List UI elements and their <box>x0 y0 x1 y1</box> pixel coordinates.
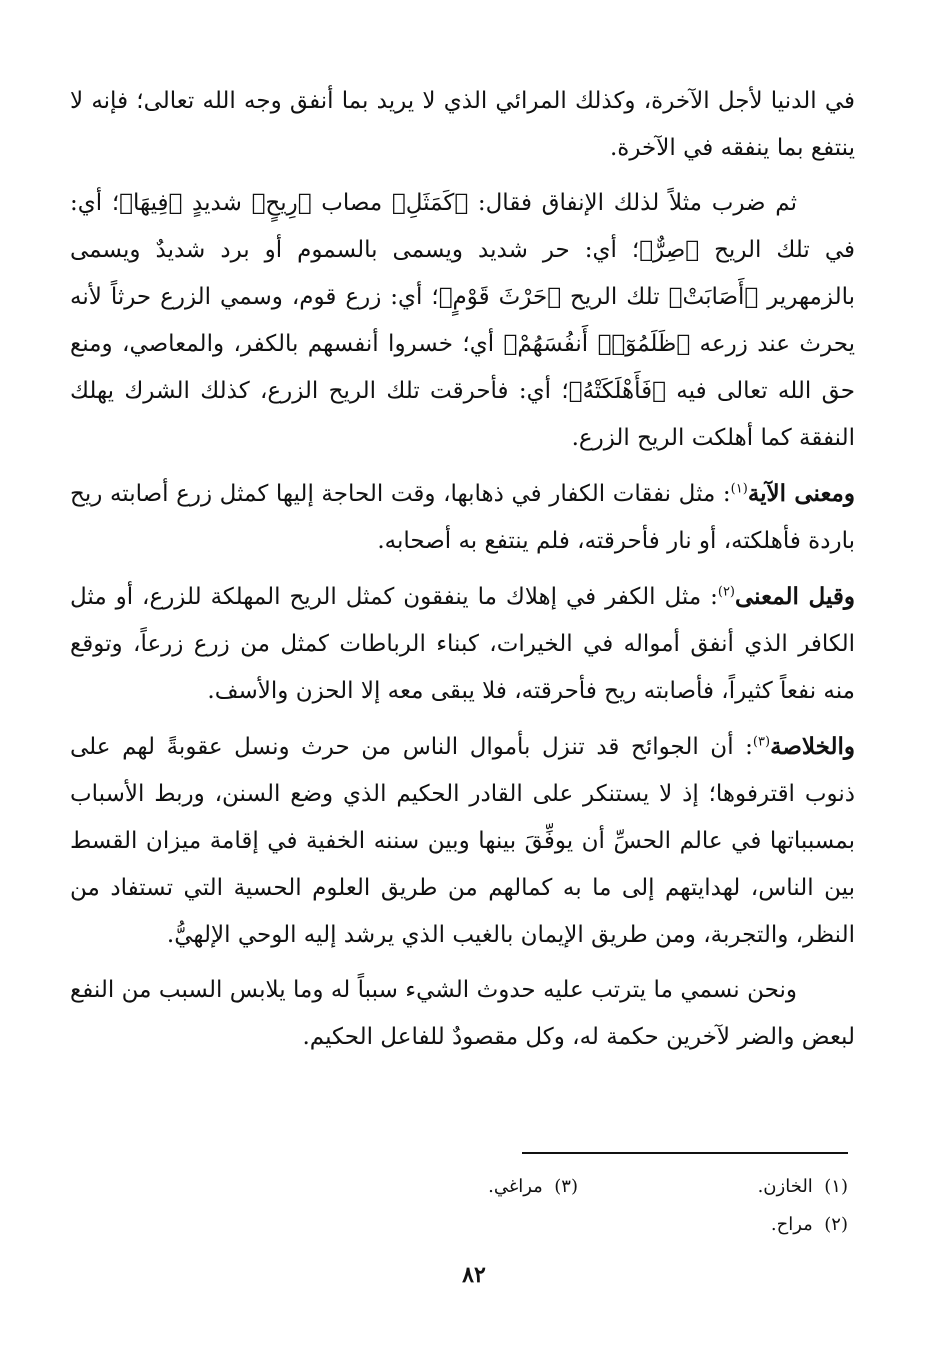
paragraph-summary <box>70 723 855 959</box>
footnote-ref: (١) <box>730 481 748 497</box>
footnote-ref: (٢) <box>717 584 735 600</box>
paragraph-verse-meaning <box>70 470 855 565</box>
paragraph-lead: وقيل المعنى <box>735 583 855 610</box>
footnote-number: (١) <box>824 1176 848 1197</box>
page-number: ٨٢ <box>462 1262 486 1288</box>
footnote-number: (٣) <box>554 1176 578 1197</box>
paragraph-text: : مثل نفقات الكفار في ذهابها، وقت الحاجة إليها كمثل زرع أصابته ريح باردة فأهلكته، أو نار فأحرقته، فلم ينتفع به أصحابه. <box>70 481 855 554</box>
paragraph-text: : أن الجوائح قد تنزل بأموال الناس من حرث ونسل عقوبةً لهم على ذنوب اقترفوها؛ إذ لا يستنكر على القادر الحكيم الذي وضع السنن، وربط الأسباب بمسبباتها في عالم الحسِّ أن يوفِّقَ بينها وبين سننه الخفية في إقامة ميزان القسط بين الناس، لهدايتهم إلى ما به كمالهم من طريق العلوم الحسية التي تستفاد من النظر، والتجربة، ومن طريق الإيمان بالغيب الذي يرشد إليه الوحي الإلهيُّ. <box>70 734 855 948</box>
footnote-ref: (٣) <box>752 734 771 750</box>
footnote-row <box>308 1168 848 1206</box>
footnote-1 <box>578 1168 848 1206</box>
paragraph-parable: ثم ضرب مثلاً لذلك الإنفاق فقال: ﴿كَمَثَلِ﴾ مصاب ﴿رِيحٍ﴾ شديدٍ ﴿فِيهَا﴾؛ أي: في تلك الريح ﴿صِرٌّ﴾؛ أي: حر شديد ويسمى بالسموم أو برد شديدٌ ويسمى بالزمهرير ﴿أَصَابَتْ﴾ تلك الريح ﴿حَرْثَ قَوْمٍ﴾؛ أي: زرع قوم، وسمي الزرع حرثاً لأنه يحرث عند زرعه ﴿ظَلَمُوٓا۟ أَنفُسَهُمْ﴾ أي؛ خسروا أنفسهم بالكفر، والمعاصي، ومنع حق الله تعالى فيه ﴿فَأَهْلَكَتْهُ﴾؛ أي: فأحرقت تلك الريح الزرع، كذلك الشرك يهلك النفقة كما أهلكت الريح الزرع. <box>70 190 855 451</box>
footnote-text: مراح. <box>770 1214 813 1235</box>
paragraph-intro: في الدنيا لأجل الآخرة، وكذلك المرائي الذي لا يريد بما أنفق وجه الله تعالى؛ فإنه لا ينتفع بما ينفقه في الآخرة. <box>70 88 855 161</box>
footnote-divider <box>522 1152 848 1154</box>
page-body <box>70 78 855 1061</box>
footnote-text: الخازن. <box>757 1176 813 1197</box>
paragraph-wisdom: ونحن نسمي ما يترتب عليه حدوث الشيء سبباً له وما يلابس السبب من النفع لبعض والضر لآخرين حكمة له، وكل مقصودٌ للفاعل الحكيم. <box>70 977 855 1050</box>
footnote-text: مراغي. <box>488 1176 543 1197</box>
paragraph-alt-meaning <box>70 573 855 715</box>
footnote-2 <box>573 1206 848 1244</box>
paragraph-lead: ومعنى الآية <box>747 480 855 507</box>
paragraph-text: : مثل الكفر في إهلاك ما ينفقون كمثل الريح المهلكة للزرع، أو مثل الكافر الذي أنفق أمواله في الخيرات، كبناء الرباطات كمثل من زرع زرعاً، وتوقع منه نفعاً كثيراً، فأصابته ريح فأحرقته، فلا يبقى معه إلا الحزن والأسف. <box>70 584 855 704</box>
footnote-3 <box>308 1168 578 1206</box>
footnote-number: (٢) <box>824 1214 848 1235</box>
footnote-row <box>308 1206 848 1244</box>
paragraph-lead: والخلاصة <box>770 733 855 760</box>
footnotes <box>308 1168 848 1244</box>
